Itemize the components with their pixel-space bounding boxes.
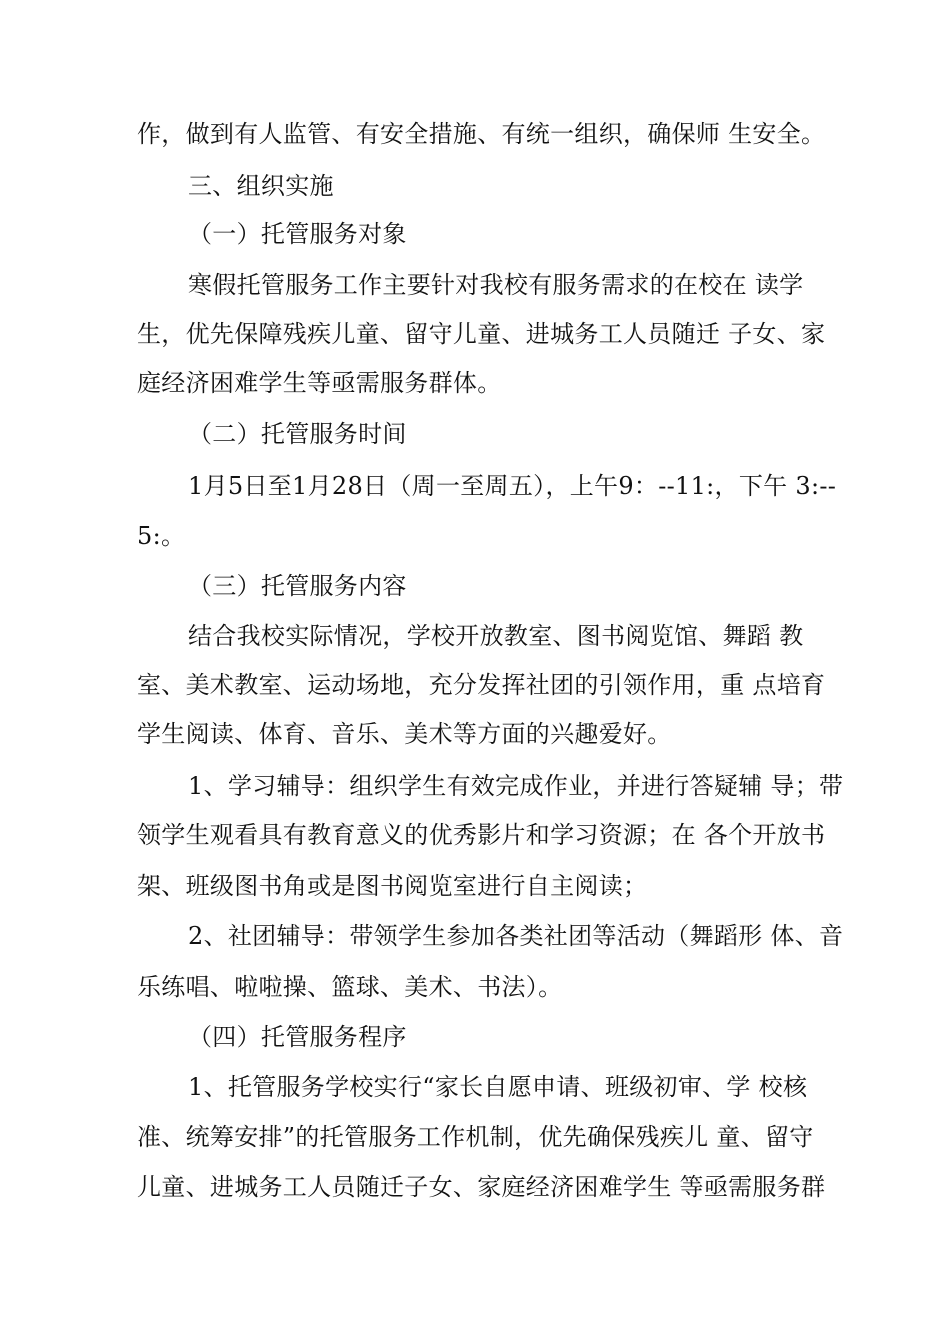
subsection-heading: （二）托管服务时间 [188,420,407,448]
paragraph-line: 作，做到有人监管、有安全措施、有统一组织，确保师 生安全。 [137,120,826,148]
paragraph-line: 1月5日至1月28日（周一至周五），上午9：--11:，下午 3:-- [188,472,837,500]
list-item: 1、学习辅导：组织学生有效完成作业，并进行答疑辅 导；带 [188,772,844,800]
subsection-heading: （三）托管服务内容 [188,572,407,600]
subsection-heading: （四）托管服务程序 [188,1023,407,1051]
list-item: 1、托管服务学校实行“家长自愿申请、班级初审、学 校核 [188,1073,808,1101]
paragraph-line: 生，优先保障残疾儿童、留守儿童、进城务工人员随迁 子女、家 [137,320,826,348]
paragraph-line: 结合我校实际情况，学校开放教室、图书阅览馆、舞蹈 教 [188,622,804,650]
paragraph-line: 乐练唱、啦啦操、篮球、美术、书法）。 [137,973,563,1001]
section-heading: 三、组织实施 [188,172,334,200]
paragraph-line: 寒假托管服务工作主要针对我校有服务需求的在校在 读学 [188,271,804,299]
subsection-heading: （一）托管服务对象 [188,220,407,248]
paragraph-line: 学生阅读、体育、音乐、美术等方面的兴趣爱好。 [137,720,672,748]
list-item: 2、社团辅导：带领学生参加各类社团等活动（舞蹈形 体、音 [188,922,844,950]
paragraph-line: 儿童、进城务工人员随迁子女、家庭经济困难学生 等亟需服务群 [137,1173,826,1201]
paragraph-line: 庭经济困难学生等亟需服务群体。 [137,369,502,397]
paragraph-line: 准、统筹安排”的托管服务工作机制，优先确保残疾儿 童、留守 [137,1123,814,1151]
paragraph-line: 架、班级图书角或是图书阅览室进行自主阅读； [137,872,648,900]
paragraph-line: 领学生观看具有教育意义的优秀影片和学习资源；在 各个开放书 [137,821,826,849]
paragraph-line: 5:。 [137,522,186,550]
paragraph-line: 室、美术教室、运动场地，充分发挥社团的引领作用，重 点培育 [137,671,826,699]
